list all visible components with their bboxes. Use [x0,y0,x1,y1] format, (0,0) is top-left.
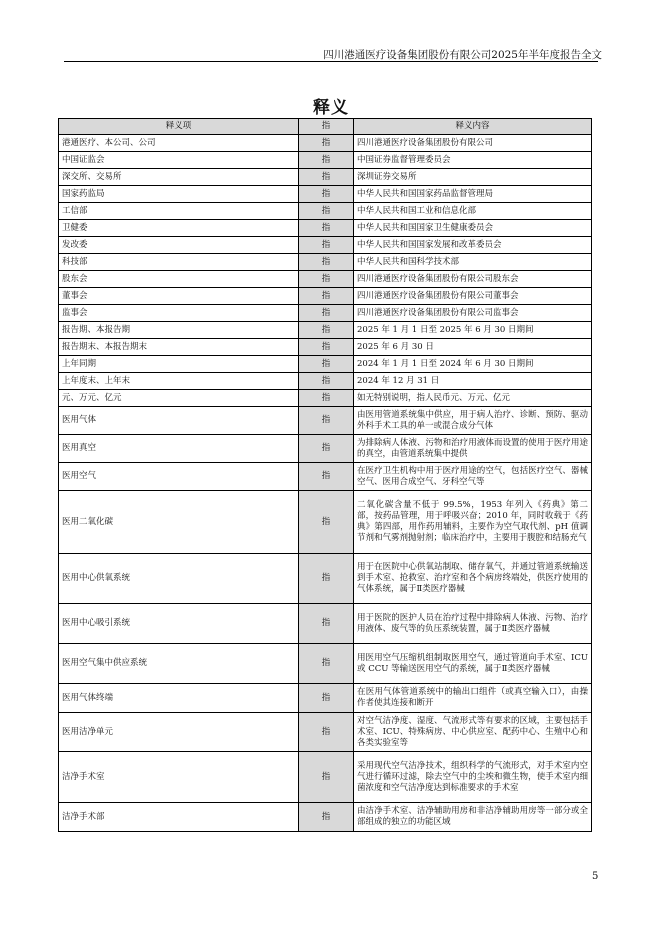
ref-cell: 指 [299,752,354,803]
term-cell: 董事会 [59,288,299,305]
table-row [59,713,592,752]
ref-cell: 指 [299,152,354,169]
definition-cell: 2024 年 12 月 31 日 [354,373,592,390]
table-row [59,407,592,435]
page-title: 释义 [313,98,349,118]
ref-cell: 指 [299,254,354,271]
definition-cell: 四川港通医疗设备集团股份有限公司股东会 [354,271,592,288]
table-row [59,356,592,373]
definition-cell: 用于在医院中心供氧站制取、储存氧气，并通过管道系统输送到手术室、抢救室、治疗室和各个病房终端处，供医疗使用的气体系统，属于Ⅱ类医疗器械 [354,554,592,604]
glossary-table [58,118,592,832]
table-row [59,271,592,288]
term-cell: 监事会 [59,305,299,322]
table-row [59,390,592,407]
term-cell: 医用中心吸引系统 [59,604,299,644]
ref-cell: 指 [299,491,354,554]
term-cell: 卫健委 [59,220,299,237]
definition-cell: 用于医院的医护人员在治疗过程中排除病人体液、污物、治疗用液体、废气等的负压系统装置，属于Ⅱ类医疗器械 [354,604,592,644]
table-row [59,203,592,220]
table-header-row [59,119,592,135]
header-divider [64,61,598,62]
ref-cell: 指 [299,644,354,684]
table-row [59,322,592,339]
table-row [59,644,592,684]
term-cell: 元、万元、亿元 [59,390,299,407]
term-cell: 医用气体终端 [59,684,299,713]
term-cell: 深交所、交易所 [59,169,299,186]
definition-cell: 深圳证券交易所 [354,169,592,186]
definition-cell: 为排除病人体液、污物和治疗用液体而设置的使用于医疗用途的真空，由管道系统集中提供 [354,435,592,463]
definition-cell: 中华人民共和国国家卫生健康委员会 [354,220,592,237]
definition-cell: 2025 年 1 月 1 日至 2025 年 6 月 30 日期间 [354,322,592,339]
report-header: 四川港通医疗设备集团股份有限公司2025年半年度报告全文 [323,49,602,61]
ref-cell: 指 [299,356,354,373]
term-cell: 中国证监会 [59,152,299,169]
table-row [59,220,592,237]
table-row [59,186,592,203]
ref-cell: 指 [299,305,354,322]
table-row [59,604,592,644]
ref-cell: 指 [299,135,354,152]
table-row [59,554,592,604]
definition-cell: 在医疗卫生机构中用于医疗用途的空气，包括医疗空气、器械空气、医用合成空气、牙科空气等 [354,463,592,491]
ref-cell: 指 [299,554,354,604]
table-row [59,254,592,271]
definition-cell: 中华人民共和国国家药品监督管理局 [354,186,592,203]
term-cell: 股东会 [59,271,299,288]
table-row [59,463,592,491]
term-cell: 上年同期 [59,356,299,373]
term-cell: 上年度末、上年末 [59,373,299,390]
term-cell: 报告期末、本报告期末 [59,339,299,356]
table-row [59,435,592,463]
definition-cell: 中国证券监督管理委员会 [354,152,592,169]
column-header-ref: 指 [299,119,354,135]
definition-cell: 在医用气体管道系统中的输出口组件（或真空输入口），由操作者使其连接和断开 [354,684,592,713]
table-row [59,152,592,169]
table-row [59,803,592,832]
term-cell: 洁净手术室 [59,752,299,803]
ref-cell: 指 [299,713,354,752]
table-row [59,339,592,356]
definition-cell: 由洁净手术室、洁净辅助用房和非洁净辅助用房等一部分或全部组成的独立的功能区域 [354,803,592,832]
table-row [59,288,592,305]
definition-cell: 用医用空气压缩机组制取医用空气，通过管道向手术室、ICU 或 CCU 等输送医用空气的系统，属于Ⅱ类医疗器械 [354,644,592,684]
term-cell: 医用洁净单元 [59,713,299,752]
term-cell: 医用中心供氧系统 [59,554,299,604]
term-cell: 医用空气 [59,463,299,491]
definition-cell: 2025 年 6 月 30 日 [354,339,592,356]
definition-cell: 中华人民共和国科学技术部 [354,254,592,271]
column-header-definition: 释义内容 [354,119,592,135]
ref-cell: 指 [299,169,354,186]
definition-cell: 采用现代空气洁净技术，组织科学的气流形式，对手术室内空气进行循环过滤，除去空气中的尘埃和微生物，使手术室内细菌浓度和空气洁净度达到标准要求的手术室 [354,752,592,803]
ref-cell: 指 [299,288,354,305]
table-row [59,135,592,152]
definition-cell: 对空气洁净度、湿度、气流形式等有要求的区域，主要包括手术室、ICU、特殊病房、中心供应室、配药中心、生殖中心和各类实验室等 [354,713,592,752]
term-cell: 医用二氧化碳 [59,491,299,554]
table-row [59,169,592,186]
term-cell: 洁净手术部 [59,803,299,832]
ref-cell: 指 [299,604,354,644]
term-cell: 报告期、本报告期 [59,322,299,339]
term-cell: 科技部 [59,254,299,271]
table-row [59,491,592,554]
ref-cell: 指 [299,390,354,407]
term-cell: 医用气体 [59,407,299,435]
ref-cell: 指 [299,407,354,435]
definition-cell: 中华人民共和国国家发展和改革委员会 [354,237,592,254]
definition-cell: 由医用管道系统集中供应，用于病人治疗、诊断、预防、驱动外科手术工具的单一或混合成分气体 [354,407,592,435]
term-cell: 工信部 [59,203,299,220]
ref-cell: 指 [299,373,354,390]
ref-cell: 指 [299,203,354,220]
ref-cell: 指 [299,237,354,254]
definition-cell: 中华人民共和国工业和信息化部 [354,203,592,220]
table-row [59,752,592,803]
page-number: 5 [592,871,599,882]
definition-cell: 二氧化碳含量不低于 99.5%，1953 年列入《药典》第二部，按药品管理，用于呼吸兴奋；2010 年，同时收载于《药典》第四部，用作药用辅料，主要作为空气取代剂、pH 值调节剂和气雾剂抛射剂；临床治疗中，主要用于腹腔和结肠充气 [354,491,592,554]
column-header-term: 释义项 [59,119,299,135]
ref-cell: 指 [299,684,354,713]
term-cell: 医用真空 [59,435,299,463]
term-cell: 发改委 [59,237,299,254]
term-cell: 医用空气集中供应系统 [59,644,299,684]
ref-cell: 指 [299,322,354,339]
ref-cell: 指 [299,186,354,203]
table-row [59,237,592,254]
table-row [59,373,592,390]
definition-cell: 四川港通医疗设备集团股份有限公司 [354,135,592,152]
definition-cell: 四川港通医疗设备集团股份有限公司董事会 [354,288,592,305]
term-cell: 国家药监局 [59,186,299,203]
definition-cell: 四川港通医疗设备集团股份有限公司监事会 [354,305,592,322]
ref-cell: 指 [299,435,354,463]
ref-cell: 指 [299,803,354,832]
table-row [59,305,592,322]
definition-cell: 2024 年 1 月 1 日至 2024 年 6 月 30 日期间 [354,356,592,373]
definition-cell: 如无特别说明，指人民币元、万元、亿元 [354,390,592,407]
ref-cell: 指 [299,463,354,491]
table-row [59,684,592,713]
ref-cell: 指 [299,339,354,356]
term-cell: 港通医疗、本公司、公司 [59,135,299,152]
ref-cell: 指 [299,271,354,288]
ref-cell: 指 [299,220,354,237]
